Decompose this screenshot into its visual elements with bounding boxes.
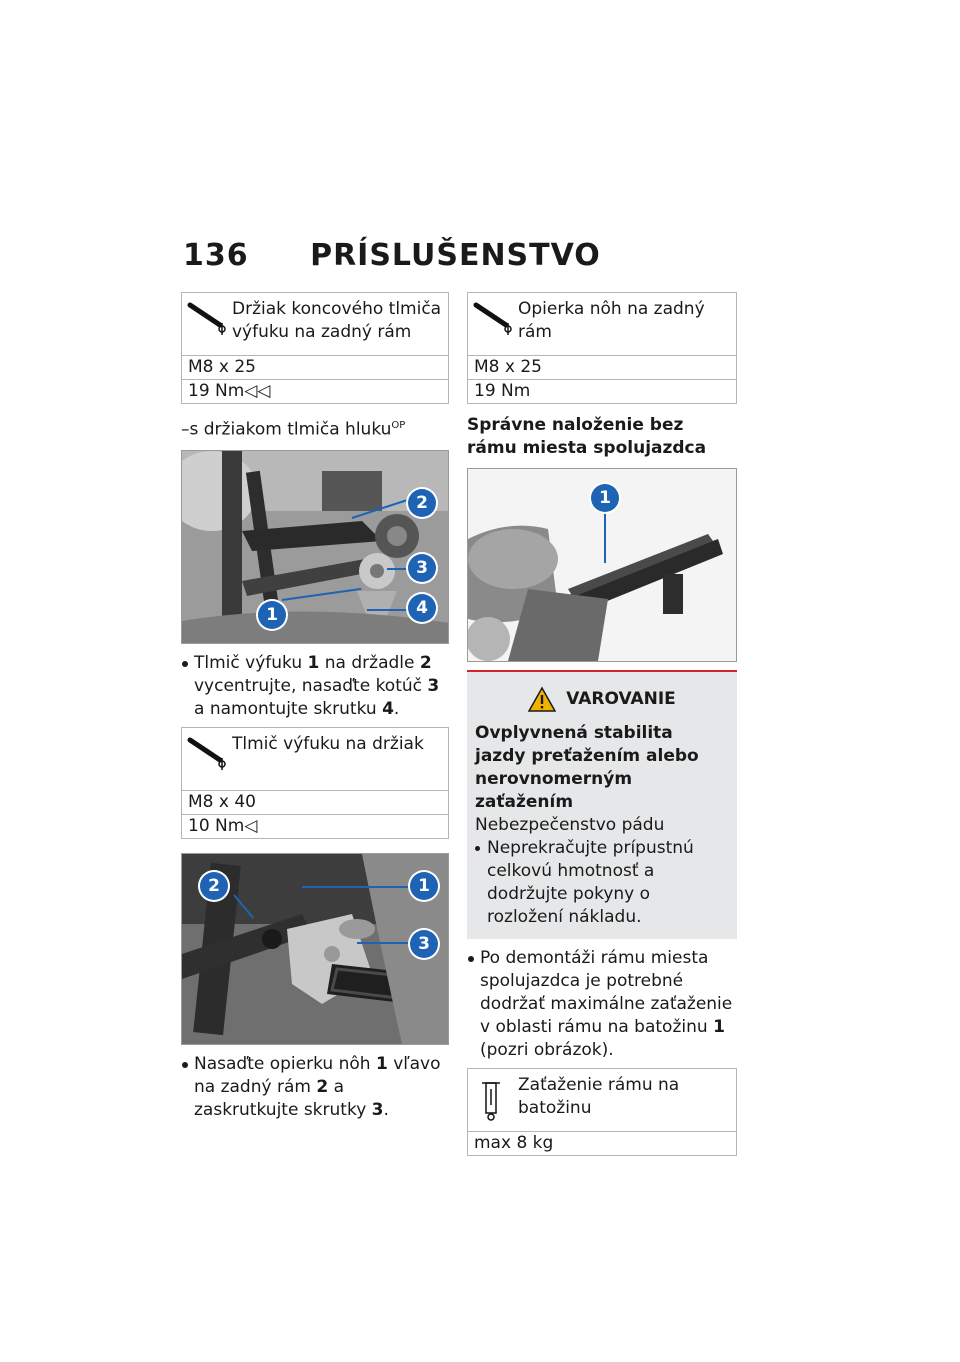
callout-1: 1	[258, 601, 286, 629]
callout-2: 2	[200, 872, 228, 900]
torque-wrench-icon	[182, 293, 232, 355]
load-box	[467, 1068, 737, 1156]
torque-wrench-icon	[182, 728, 232, 790]
warning-triangle-icon	[528, 686, 556, 712]
callout-2: 2	[408, 489, 436, 517]
torque-box-footrest	[467, 292, 737, 404]
load-title: Zaťaženie rámu na batožinu	[518, 1075, 680, 1118]
warning-box	[467, 670, 737, 939]
photo-silencer-mount	[181, 450, 449, 644]
step-footrest: Nasaďte opierku nôh 1 vľavo na zadný rám 2 a zaskrutkujte skrutky 3.	[181, 1053, 449, 1122]
torque-spec: M8 x 25	[182, 356, 448, 380]
torque-box-silencer-bracket	[181, 727, 449, 839]
callout-line	[604, 513, 606, 563]
option-note-text: –s držiakom tlmiča hluku	[181, 419, 392, 440]
callout-4: 4	[408, 594, 436, 622]
page-title: PRÍSLUŠENSTVO	[310, 238, 601, 273]
torque-title: Držiak koncového tlmiča výfuku na zadný rám	[232, 299, 442, 342]
warning-label: VAROVANIE	[566, 689, 676, 709]
torque-value: 10 Nm◁	[188, 815, 258, 836]
warning-text: Nebezpečenstvo pádu	[475, 815, 665, 835]
option-note	[181, 414, 449, 442]
photo-luggage-rack	[467, 468, 737, 662]
load-value: max 8 kg	[474, 1133, 554, 1153]
torque-box-silencer-holder	[181, 292, 449, 404]
page-header	[183, 238, 601, 273]
torque-title: Tlmič výfuku na držiak	[232, 733, 424, 754]
torque-value: 19 Nm	[474, 381, 531, 401]
torque-title: Opierka nôh na zadný rám	[518, 299, 705, 342]
warning-subtitle: Ovplyvnená stabilita jazdy preťažením alebo nerovnomerným zaťažením	[475, 723, 699, 812]
page-number: 136	[183, 238, 249, 273]
warning-item: Neprekračujte prípustnú celkovú hmotnosť a dodržujte pokyny o rozložení nákladu.	[475, 837, 729, 929]
torque-spec: M8 x 40	[182, 791, 448, 815]
step-silencer: Tlmič výfuku 1 na držadle 2 vycentrujte, nasaďte kotúč 3 a namontujte skrutku 4.	[181, 652, 449, 721]
callout-line	[357, 942, 410, 944]
option-note-sup: OP	[391, 420, 406, 431]
callout-line	[302, 886, 410, 888]
step-load: Po demontáži rámu miesta spolujazdca je potrebné dodržať maximálne zaťaženie v oblasti rámu na batožinu 1 (pozri obrázok).	[467, 947, 737, 1062]
weight-scale-icon	[468, 1069, 518, 1131]
callout-1: 1	[410, 872, 438, 900]
callout-3: 3	[408, 554, 436, 582]
section-title: Správne naloženie bez rámu miesta spolujazdca	[467, 415, 707, 458]
torque-spec: M8 x 25	[468, 356, 736, 380]
left-column	[181, 292, 449, 1128]
callout-1: 1	[591, 484, 619, 512]
torque-value: 19 Nm◁◁	[188, 381, 271, 401]
torque-wrench-icon	[468, 293, 518, 355]
right-column	[467, 292, 737, 1166]
callout-3: 3	[410, 930, 438, 958]
photo-footrest-mount	[181, 853, 449, 1045]
